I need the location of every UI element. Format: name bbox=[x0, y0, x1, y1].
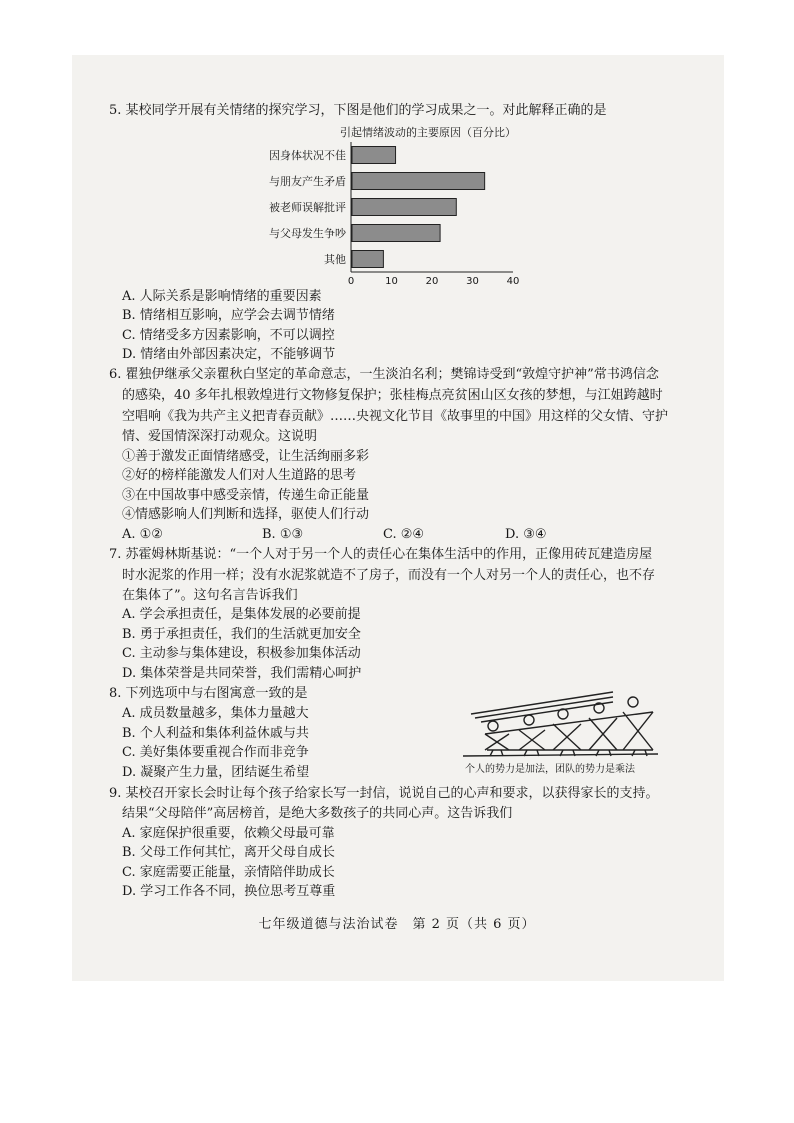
q6-item-3: ③在中国故事中感受亲情，传递生命正能量 bbox=[122, 488, 370, 503]
q6-choice-c[interactable]: C. ②④ bbox=[383, 527, 425, 542]
q7-stem-line-1: 7. 苏霍姆林斯基说：“一个人对于另一个人的责任心在集体生活中的作用，正像用砖瓦建造房屋 bbox=[109, 547, 653, 562]
q9-option-c[interactable]: C. 家庭需要正能量，亲情陪伴助成长 bbox=[122, 865, 335, 880]
cartoon-caption: 个人的势力是加法，团队的势力是乘法 bbox=[465, 764, 635, 775]
q7-option-b[interactable]: B. 勇于承担责任，我们的生活就更加安全 bbox=[122, 627, 361, 642]
emotion-cause-bar-chart bbox=[250, 138, 540, 288]
chart-bar bbox=[352, 173, 485, 190]
q8-option-c[interactable]: C. 美好集体要重视合作而非竞争 bbox=[122, 745, 309, 760]
q5-option-b[interactable]: B. 情绪相互影响，应学会去调节情绪 bbox=[122, 308, 335, 323]
page-footer: 七年级道德与法治试卷 第 2 页（共 6 页） bbox=[258, 917, 536, 932]
chart-category-label: 其他 bbox=[324, 253, 346, 266]
q8-stem: 8. 下列选项中与右图寓意一致的是 bbox=[109, 686, 308, 701]
chart-tick-label: 40 bbox=[506, 276, 520, 287]
teamwork-cartoon bbox=[463, 688, 658, 760]
q6-item-1: ①善于激发正面情绪感受，让生活绚丽多彩 bbox=[122, 449, 370, 464]
q8-option-a[interactable]: A. 成员数量越多，集体力量越大 bbox=[122, 706, 309, 721]
q8-option-b[interactable]: B. 个人利益和集体利益休戚与共 bbox=[122, 726, 309, 741]
q5-stem: 5. 某校同学开展有关情绪的探究学习，下图是他们的学习成果之一。对此解释正确的是 bbox=[109, 103, 607, 118]
chart-category-label: 与父母发生争吵 bbox=[269, 227, 346, 240]
q6-stem-line-4: 情、爱国情深深打动观众。这说明 bbox=[122, 429, 318, 444]
chart-category-label: 被老师误解批评 bbox=[269, 201, 346, 214]
q8-option-d[interactable]: D. 凝聚产生力量，团结诞生希望 bbox=[122, 765, 310, 780]
q9-option-d[interactable]: D. 学习工作各不同，换位思考互尊重 bbox=[122, 884, 336, 899]
q6-item-4: ④情感影响人们判断和选择，驱使人们行动 bbox=[122, 507, 370, 522]
q7-stem-line-2: 时水泥浆的作用一样；没有水泥浆就造不了房子，而没有一个人对另一个人的责任心，也不存 bbox=[122, 568, 656, 583]
q6-stem-line-3: 空唱响《我为共产主义把青春贡献》……央视文化节目《故事里的中国》用这样的父女情、守护 bbox=[122, 409, 669, 424]
q5-option-c[interactable]: C. 情绪受多方因素影响，不可以调控 bbox=[122, 328, 335, 343]
q7-option-a[interactable]: A. 学会承担责任，是集体发展的必要前提 bbox=[122, 607, 361, 622]
q7-stem-line-3: 在集体了”。这句名言告诉我们 bbox=[122, 588, 298, 603]
chart-tick-label: 10 bbox=[385, 276, 398, 287]
q7-option-c[interactable]: C. 主动参与集体建设，积极参加集体活动 bbox=[122, 646, 361, 661]
q5-option-a[interactable]: A. 人际关系是影响情绪的重要因素 bbox=[122, 289, 322, 304]
chart-tick-label: 0 bbox=[347, 276, 355, 287]
q6-choice-a[interactable]: A. ①② bbox=[122, 527, 163, 542]
q6-stem-line-2: 的感染，40 多年扎根敦煌进行文物修复保护；张桂梅点亮贫困山区女孩的梦想，与江姐跨越时 bbox=[122, 388, 663, 403]
q6-choice-d[interactable]: D. ③④ bbox=[505, 527, 547, 542]
chart-category-label: 因身体状况不佳 bbox=[269, 149, 346, 162]
q6-stem-line-1: 6. 瞿独伊继承父亲瞿秋白坚定的革命意志，一生淡泊名利；樊锦诗受到“敦煌守护神”常书鸿信念 bbox=[109, 367, 659, 382]
q9-option-b[interactable]: B. 父母工作何其忙，离开父母自成长 bbox=[122, 845, 335, 860]
chart-bar bbox=[352, 225, 440, 242]
chart-bar bbox=[352, 199, 456, 216]
q9-option-a[interactable]: A. 家庭保护很重要，依赖父母最可靠 bbox=[122, 826, 335, 841]
chart-bar bbox=[352, 251, 383, 268]
chart-bar bbox=[352, 147, 396, 164]
chart-tick-label: 20 bbox=[425, 276, 439, 287]
q6-item-2: ②好的榜样能激发人们对人生道路的思考 bbox=[122, 468, 357, 483]
q9-stem-line-1: 9. 某校召开家长会时让每个孩子给家长写一封信，说说自己的心声和要求，以获得家长的支持。 bbox=[109, 786, 659, 801]
q5-option-d[interactable]: D. 情绪由外部因素决定，不能够调节 bbox=[122, 347, 336, 362]
chart-category-label: 与朋友产生矛盾 bbox=[269, 175, 346, 188]
q7-option-d[interactable]: D. 集体荣誉是共同荣誉，我们需精心呵护 bbox=[122, 666, 362, 681]
chart-tick-label: 30 bbox=[466, 276, 479, 287]
q9-stem-line-2: 结果“父母陪伴”高居榜首，是绝大多数孩子的共同心声。这告诉我们 bbox=[122, 806, 513, 821]
chart-title: 引起情绪波动的主要原因（百分比） bbox=[340, 126, 516, 139]
q6-choice-b[interactable]: B. ①③ bbox=[262, 527, 304, 542]
